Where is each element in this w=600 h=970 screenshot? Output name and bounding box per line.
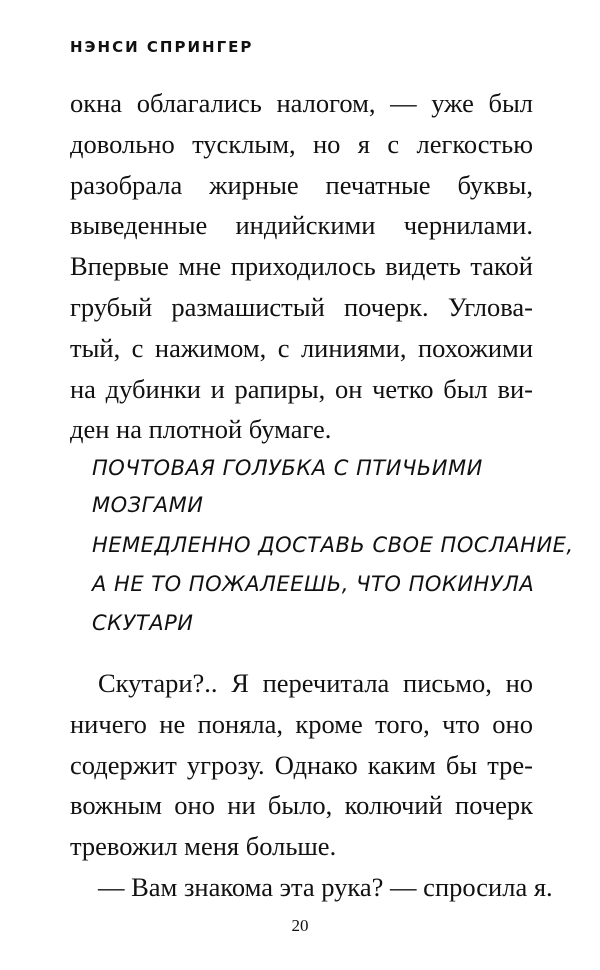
text-line: тревожил меня больше.	[70, 831, 337, 862]
paragraph-1	[70, 83, 533, 450]
text-line: на дубинки и рапиры, он четко был ви-	[70, 373, 533, 404]
text-line: Скутари?.. Я перечитала письмо, но	[98, 668, 533, 698]
note-line: МОЗГАМИ	[92, 493, 204, 517]
text-line: ден на плотной бумаге.	[70, 414, 332, 445]
text-line: выведенные индийскими чернилами.	[70, 210, 533, 241]
text-line: Впервые мне приходилось видеть такой	[70, 251, 533, 282]
note-line: ПОЧТОВАЯ ГОЛУБКА С ПТИЧЬИМИ	[92, 456, 483, 480]
text-line: довольно тусклым, но я с легкостью	[70, 128, 533, 159]
dialogue-line: — Вам знакома эта рука? — спросила я.	[98, 871, 553, 902]
note-line: СКУТАРИ	[92, 611, 194, 635]
text-line: грубый размашистый почерк. Углова-	[70, 291, 533, 322]
text-line: содержит угрозу. Однако каким бы тре-	[70, 749, 533, 780]
paragraph-2	[70, 663, 553, 908]
handwritten-note	[92, 450, 574, 642]
page-number: 20	[291, 916, 309, 935]
text-line: вожным оно ни было, колючий почерк	[70, 790, 533, 821]
text-line: окна облагались налогом, — уже был	[70, 88, 533, 118]
text-line: тый, с нажимом, с линиями, похожими	[70, 332, 533, 363]
text-line: разобрала жирные печатные буквы,	[70, 169, 533, 200]
note-line: А НЕ ТО ПОЖАЛЕЕШЬ, ЧТО ПОКИНУЛА	[92, 572, 535, 596]
running-header-author: НЭНСИ СПРИНГЕР	[70, 38, 254, 56]
text-line: ничего не поняла, кроме того, что оно	[70, 708, 533, 739]
note-line: НЕМЕДЛЕННО ДОСТАВЬ СВОЕ ПОСЛАНИЕ,	[92, 533, 574, 557]
